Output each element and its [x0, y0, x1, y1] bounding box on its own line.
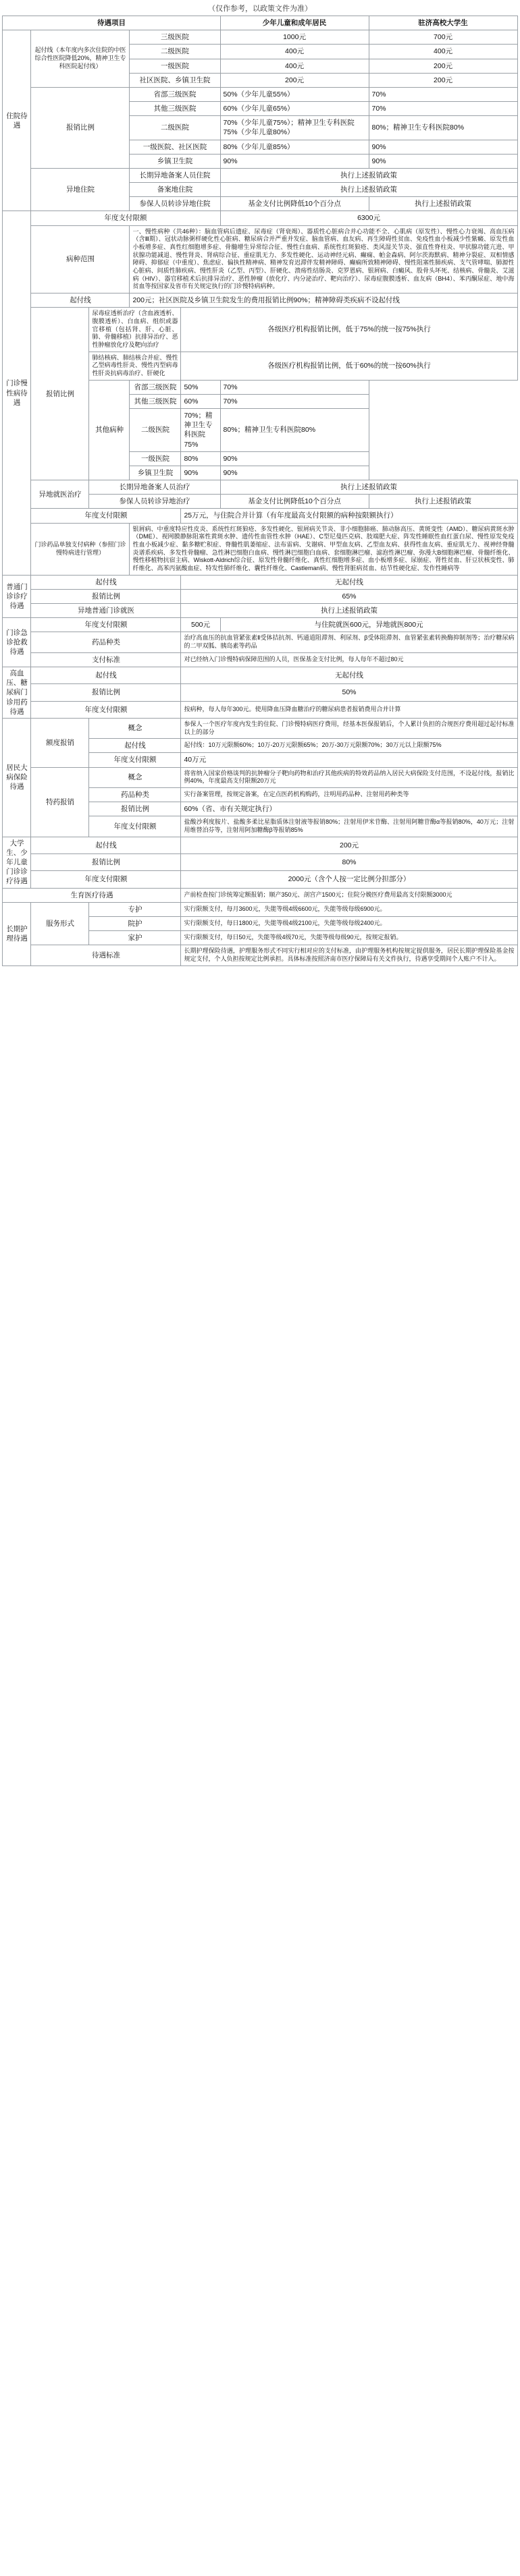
ltc-service-value: 实行限额支付，每月3600元，失能等级4级6600元，失能等级每级6900元。	[181, 902, 517, 916]
value-residents: 1000元	[220, 30, 369, 45]
special-drug-ratio-text: 60%（省、市有关规定执行）	[181, 802, 517, 816]
maternity-label: 生育医疗待遇	[3, 888, 181, 902]
emergency-payment-standard-value: 对已经纳入门诊慢特病保障范围的人员，医保基金支付比例，每人每年不超过80元	[181, 652, 517, 667]
value-residents: 400元	[220, 45, 369, 59]
chronic-disease-group: 尿毒症透析治疗（含血液透析、腹膜透析）、白血病、组织或器官移植（包括肾、肝、心脏、肺、骨髓移植）抗排异治疗、恶性肿瘤放化疗及靶向治疗	[89, 308, 181, 352]
critical-deductible-text: 起付线：10万元限额60%；10万-20万元限额65%；20万-30万元限额70%；30万元以上限额75%	[181, 739, 517, 753]
special-drug-ratio-label: 报销比例	[89, 802, 181, 816]
table-row	[3, 684, 517, 701]
htn-dm-deductible-label: 起付线	[31, 667, 181, 684]
value-both: 执行上述报销政策	[220, 168, 517, 182]
value-residents: 90%	[181, 466, 220, 480]
chronic-annual-limit2-label: 年度支付限额	[31, 509, 181, 523]
critical-annual-limit-label: 年度支付限额	[89, 753, 181, 767]
critical-quota-label: 额度报销	[31, 718, 89, 767]
chronic-deductible-label: 起付线	[31, 293, 130, 308]
special-drug-limit-label: 年度支付限额	[89, 816, 181, 837]
nonlocal-type: 备案地住院	[130, 183, 220, 197]
chronic-other-label: 其他病种	[89, 380, 130, 480]
document-page	[0, 0, 520, 966]
general-nonlocal-label: 异地普通门诊就医	[31, 604, 181, 618]
value-residents: 基金支付比例降低10个百分点	[220, 197, 369, 211]
table-row	[3, 225, 517, 293]
table-row	[3, 902, 517, 916]
value-residents: 60%	[181, 394, 220, 408]
value-students: 80%；精神卫生专科医院80%	[369, 116, 517, 140]
maternity-value: 产前检查按门诊统筹定额报销；顺产350元、剖宫产1500元；住院分娩医疗费用最高支付限额3000元	[181, 888, 517, 902]
hospital-level: 社区医院、乡镇卫生院	[130, 73, 220, 87]
value-residents: 200元	[220, 73, 369, 87]
value-residents: 90%	[220, 154, 369, 168]
ltc-service-type: 家护	[89, 931, 181, 945]
value-students: 70%	[220, 394, 369, 408]
value-both: 执行上述报销政策	[220, 183, 517, 197]
benefits-table	[2, 16, 517, 966]
emergency-payment-standard-label: 支付标准	[31, 652, 181, 667]
section-chronic-label: 门诊慢性病待遇	[3, 211, 31, 575]
value-students: 200元	[369, 59, 517, 73]
value-students: 200元	[369, 73, 517, 87]
table-row	[3, 87, 517, 101]
critical-concept-label: 概念	[89, 718, 181, 738]
chronic-ratio-text: 各级医疗机构报销比例，低于60%的统一按60%执行	[181, 352, 517, 380]
ltc-service-type: 院护	[89, 916, 181, 930]
value-residents: 50%（少年儿童55%）	[220, 87, 369, 101]
header-col-residents: 少年儿童和成年居民	[220, 16, 369, 30]
value-both: 执行上述报销政策	[220, 480, 517, 495]
value-residents: 70%；精神卫生专科医院75%	[181, 409, 220, 452]
ltc-standard-label: 待遇标准	[31, 945, 181, 965]
value-students: 70%	[220, 380, 369, 394]
chronic-nonlocal-label: 异地就医治疗	[31, 480, 89, 509]
value-students: 700元	[369, 30, 517, 45]
value-students: 90%	[369, 154, 517, 168]
table-row	[3, 632, 517, 652]
hospital-level: 二级医院	[130, 116, 220, 140]
special-drug-limit-text: 盐酸沙利度胺片、盐酸多柔比星脂质体注射液等报销80%；注射用伊米苷酶、注射用阿糖苷酶α等报销80%，40万元；注射用维替泊芬等，注射用阿加糖酶β等报销85%	[181, 816, 517, 837]
header-col-item: 待遇项目	[3, 16, 220, 30]
table-row	[3, 523, 517, 575]
value-residents: 400元	[220, 59, 369, 73]
table-row	[3, 168, 517, 182]
section-critical-illness-label: 居民大病保险待遇	[3, 718, 31, 837]
ltc-service-value: 实行限额支付，每日50元，失能等级4级70元，失能等级每级90元，按规定报销。	[181, 931, 517, 945]
section-general-outpatient-label: 普通门诊诊疗待遇	[3, 575, 31, 618]
general-ratio-value: 65%	[181, 589, 517, 603]
hospital-level: 其他三级医院	[130, 394, 181, 408]
value-residents: 500元	[181, 618, 220, 632]
disclaimer-note: （仅作参考，以政策文件为准）	[208, 5, 312, 13]
hospital-level: 乡镇卫生院	[130, 466, 181, 480]
special-drug-type-label: 药品种类	[89, 787, 181, 802]
value-residents: 60%（少年儿童65%）	[220, 102, 369, 116]
table-header-row	[3, 16, 517, 30]
section-inpatient-label: 住院待遇	[3, 30, 31, 211]
section-htn-dm-label: 高血压、糖尿病门诊用药待遇	[3, 667, 31, 719]
section-student-outpatient-label: 大学生、少年儿童门诊诊疗待遇	[3, 837, 31, 888]
htn-dm-ratio-value: 50%	[181, 684, 517, 701]
chronic-special-drug-text: 银屑病、中重度特应性皮炎、系统性红斑狼疮、多发性硬化、银屑病关节炎、非小细胞肺癌、肺动脉高压、黄斑变性（AMD）、糖尿病黄斑水肿（DME）、视网膜静脉阻塞性黄斑水肿、遗传性血管性水肿（HAE）、C型尼曼匹克病、肢端肥大症、阵发性睡眠性血红蛋白尿、慢性原发免疫性血小板减少症、黏多糖贮积症、脊髓性肌萎缩症、法布雷病、戈谢病、甲型血友病、乙型血友病、获得性血友病、重症肌无力、视神经脊髓炎谱系疾病、多发性骨髓瘤、急性淋巴细胞白血病、慢性淋巴细胞白血病、套细胞淋巴瘤、滤泡性淋巴瘤、弥漫大B细胞淋巴瘤、骨髓纤维化、慢性移植物抗宿主病、Wiskott-Aldrich综合征、原发性骨髓纤维化、真性红细胞增多症、血小板增多症、尿崩症、肾性贫血、肝豆状核变性、肺纤维化、高苯丙氨酸血症、特发性肺纤维化、囊性纤维化、Castleman病、慢性肾脏病贫血、结节性硬化症、发作性睡病等	[130, 523, 517, 575]
table-row	[3, 308, 517, 352]
emergency-drug-type-value: 治疗高血压的抗血管紧张素Ⅱ受体拮抗剂、钙通道阻滞剂、利尿剂、β受体阻滞剂、血管紧张素转换酶抑制剂等；治疗糖尿病的二甲双胍、胰岛素等药品	[181, 632, 517, 652]
chronic-scope-label: 病种范围	[31, 225, 130, 293]
emergency-drug-type-label: 药品种类	[31, 632, 181, 652]
table-row	[3, 575, 517, 589]
value-students: 80%；精神卫生专科医院80%	[220, 409, 369, 452]
table-row	[3, 718, 517, 738]
section-emergency-label: 门诊急诊抢救待遇	[3, 618, 31, 667]
htn-dm-ratio-label: 报销比例	[31, 684, 181, 701]
chronic-annual-limit-value: 6300元	[220, 211, 517, 225]
value-residents: 50%	[181, 380, 220, 394]
chronic-annual-limit-label: 年度支付限额	[31, 211, 220, 225]
nonlocal-type: 参保人员转诊异地住院	[130, 197, 220, 211]
chronic-scope-text: 一、慢性病种（共46种）：脑血管病后遗症、尿毒症（肾衰竭）、器质性心脏病合并心功能不全、心肌病（原发性）、慢性心力衰竭、高血压病（含Ⅲ期）、冠状动脉粥样硬化性心脏病、糖尿病合并严重并发症、脑血管病、血友病、再生障碍性贫血、免疫性血小板减少性紫癜、原发性血小板增多症、真性红细胞增多症、骨髓增生异常综合征、慢性白血病、系统性红斑狼疮、类风湿关节炎、强直性脊柱炎、甲状腺功能亢进、甲状腺功能减退、慢性肾炎、肾病综合征、重症肌无力、多发性硬化、运动神经元病、癫痫、帕金森病、阿尔茨海默病、精神分裂症、双相情感障碍、抑郁症（中重度）、焦虑症、偏执性精神病、精神发育迟滞伴发精神障碍、癫痫所致精神障碍、慢性阻塞性肺疾病、支气管哮喘、肺源性心脏病、间质性肺疾病、慢性肝炎（乙型、丙型）、肝硬化、溃疡性结肠炎、克罗恩病、银屑病、白癜风、股骨头坏死、结核病、骨髓炎、艾滋病（HIV）、器官移植术后抗排异治疗、恶性肿瘤（放化疗、内分泌治疗、靶向治疗）、尿毒症腹膜透析、血友病（BH4）、苯丙酮尿症、地中海贫血等按国家及省市有关规定执行的门诊慢特病病种。	[130, 225, 517, 293]
table-row	[3, 888, 517, 902]
table-row	[3, 652, 517, 667]
table-row	[3, 293, 517, 308]
inpatient-deductible-label: 起付线（本年度内多次住院的中医综合性医院降低20%，精神卫生专科医院起付线）	[31, 30, 130, 88]
value-residents: 70%（少年儿童75%）；精神卫生专科医院75%（少年儿童80%）	[220, 116, 369, 140]
table-row	[3, 853, 517, 870]
table-row	[3, 211, 517, 225]
chronic-special-drug-label: 门诊药品单独支付病种（参照门诊慢特病进行管理）	[31, 523, 130, 575]
general-ratio-label: 报销比例	[31, 589, 181, 603]
value-residents: 80%	[181, 451, 220, 466]
special-drug-concept-text: 将省纳入国家价格谈判的抗肿瘤分子靶向药物和治疗其他疾病的特效药品纳入居民大病保险支付范围，不设起付线，报销比例40%，年度最高支付限额20万元	[181, 767, 517, 787]
table-row	[3, 30, 517, 45]
student-ratio-label: 报销比例	[31, 853, 181, 870]
value-students: 与住院就医600元，异地就医800元	[220, 618, 517, 632]
chronic-disease-group: 肺结核病、肺结核合并症、慢性乙型病毒性肝炎、慢性丙型病毒性肝炎抗病毒治疗、肝硬化	[89, 352, 181, 380]
emergency-annual-limit-label: 年度支付限额	[31, 618, 181, 632]
hospital-level: 一级医院、社区医院	[130, 140, 220, 154]
student-ratio-value: 80%	[181, 853, 517, 870]
value-students: 执行上述报销政策	[369, 495, 517, 509]
inpatient-reimbursement-label: 报销比例	[31, 87, 130, 168]
general-nonlocal-value: 执行上述报销政策	[181, 604, 517, 618]
table-row	[3, 701, 517, 718]
value-residents: 基金支付比例降低10个百分点	[220, 495, 369, 509]
table-row	[3, 767, 517, 787]
hospital-level: 乡镇卫生院	[130, 154, 220, 168]
value-students: 90%	[369, 140, 517, 154]
table-row	[3, 618, 517, 632]
critical-annual-limit-text: 40万元	[181, 753, 517, 767]
student-annual-limit-value: 2000元（含个人按一定比例分担部分）	[181, 871, 517, 888]
value-students: 400元	[369, 45, 517, 59]
value-students: 70%	[369, 102, 517, 116]
hospital-level: 省部三级医院	[130, 380, 181, 394]
general-deductible-label: 起付线	[31, 575, 181, 589]
table-row	[3, 667, 517, 684]
hospital-level: 一级医院	[130, 59, 220, 73]
student-deductible-label: 起付线	[31, 837, 181, 853]
table-row	[3, 589, 517, 603]
table-row	[3, 509, 517, 523]
value-residents: 80%（少年儿童85%）	[220, 140, 369, 154]
ltc-service-form-label: 服务形式	[31, 902, 89, 945]
general-deductible-value: 无起付线	[181, 575, 517, 589]
nonlocal-type: 参保人员转诊异地治疗	[89, 495, 220, 509]
table-row	[3, 945, 517, 965]
nonlocal-type: 长期异地备案人员住院	[130, 168, 220, 182]
hospital-level: 一级医院	[130, 451, 181, 466]
value-students: 90%	[220, 466, 369, 480]
nonlocal-type: 长期异地备案人员治疗	[89, 480, 220, 495]
htn-dm-deductible-value: 无起付线	[181, 667, 517, 684]
value-students: 70%	[369, 87, 517, 101]
ltc-standard-text: 长期护理保险待遇，护理服务形式不同实行相对应的支付标准，由护理服务机构按规定提供服务，居民长期护理保险基金按规定支付，个人负担按规定比例承担。具体标准按照济南市医疗保障局有关文件执行，待遇享受期间个人账户不计入。	[181, 945, 517, 965]
chronic-annual-limit2-text: 25万元，与住院合并计算（有年度最高支付限额的病种按限额执行）	[181, 509, 517, 523]
critical-deductible-label: 起付线	[89, 739, 181, 753]
table-row	[3, 871, 517, 888]
ltc-service-type: 专护	[89, 902, 181, 916]
table-row	[3, 480, 517, 495]
chronic-reimbursement-label: 报销比例	[31, 308, 89, 480]
htn-dm-annual-limit-label: 年度支付限额	[31, 701, 181, 718]
htn-dm-annual-limit-value: 按病种，每人每年300元。使用降血压降血糖治疗的糖尿病患者报销费用合并计算	[181, 701, 517, 718]
value-students: 90%	[220, 451, 369, 466]
hospital-level: 二级医院	[130, 409, 181, 452]
header-col-students: 驻济高校大学生	[369, 16, 517, 30]
table-row	[3, 604, 517, 618]
hospital-level: 三级医院	[130, 30, 220, 45]
section-ltc-label: 长期护理待遇	[3, 902, 31, 965]
chronic-deductible-text: 200元；社区医院及乡镇卫生院发生的费用报销比例90%；精神障碍类疾病不设起付线	[130, 293, 517, 308]
critical-special-drug-label: 特药报销	[31, 767, 89, 837]
hospital-level: 省部三级医院	[130, 87, 220, 101]
table-row	[3, 837, 517, 853]
special-drug-concept-label: 概念	[89, 767, 181, 787]
hospital-level: 二级医院	[130, 45, 220, 59]
critical-concept-text: 参保人一个医疗年度内发生的住院、门诊慢特病医疗费用，经基本医保报销后，个人累计负担的合规医疗费用超过起付标准以上的部分	[181, 718, 517, 738]
inpatient-nonlocal-label: 异地住院	[31, 168, 130, 211]
chronic-ratio-text: 各级医疗机构报销比例，低于75%的统一按75%执行	[181, 308, 517, 352]
ltc-service-value: 实行限额支付，每日1800元，失能等级4级2100元，失能等级每级2400元。	[181, 916, 517, 930]
student-annual-limit-label: 年度支付限额	[31, 871, 181, 888]
student-deductible-value: 200元	[181, 837, 517, 853]
value-students: 执行上述报销政策	[369, 197, 517, 211]
hospital-level: 其他三级医院	[130, 102, 220, 116]
special-drug-type-text: 实行备案管理，按规定备案，在定点医药机构购药，注明用药品种、注射用药种类等	[181, 787, 517, 802]
